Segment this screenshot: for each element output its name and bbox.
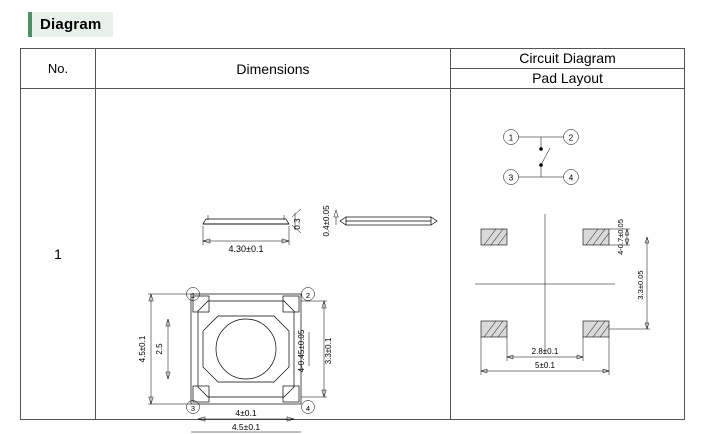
label-terminal-4: 4 — [305, 404, 311, 413]
circuit-diagram-drawing — [504, 130, 579, 185]
label-terminal-1: 1 — [190, 291, 196, 300]
header-label-no: No. — [47, 61, 69, 76]
header-label-dimensions: Dimensions — [236, 60, 310, 77]
label-side-width: 4.30±0.1 — [228, 244, 264, 254]
circuit-pad-svg — [451, 89, 685, 420]
label-thickness: 0.4±0.05 — [322, 205, 331, 237]
label-pad-right-top: 4-0.7±0.05 — [616, 219, 625, 255]
label-right-outer: 3.3±0.1 — [324, 337, 333, 365]
label-bottom-outer: 4.5±0.1 — [231, 422, 261, 432]
spec-table — [20, 48, 685, 432]
label-circuit-node-2: 2 — [568, 133, 574, 143]
header-cell-circuit — [451, 49, 684, 88]
side-view-right — [334, 210, 437, 225]
label-left-outer: 4.5±0.1 — [138, 335, 147, 363]
header-label-circuit-diagram: Circuit Diagram — [519, 50, 616, 67]
header-label-circuit-diagram-wrap — [451, 49, 684, 69]
cell-row-number — [21, 89, 96, 419]
label-side-height: 0.3 — [293, 218, 302, 230]
label-circuit-node-4: 4 — [568, 173, 574, 183]
table-header-row — [21, 49, 684, 89]
label-terminal-3: 3 — [190, 404, 196, 413]
header-label-pad-layout-wrap — [451, 69, 684, 89]
label-terminal-2: 2 — [305, 291, 311, 300]
section-header — [28, 12, 113, 37]
dimensions-svg — [96, 89, 451, 432]
label-pad-bottom-inner: 2.8±0.1 — [531, 347, 559, 356]
label-bottom-inner: 4±0.1 — [235, 408, 257, 418]
cell-dimensions-drawing — [96, 89, 451, 432]
side-view-left — [203, 209, 301, 245]
header-cell-no — [21, 49, 96, 88]
label-circuit-node-1: 1 — [508, 133, 514, 143]
label-right-inner: 4-0.45±0.05 — [297, 329, 306, 373]
label-pad-bottom-outer: 5±0.1 — [535, 361, 555, 370]
header-cell-dimensions — [96, 49, 451, 88]
cell-circuit-and-pad — [451, 89, 684, 419]
section-title: Diagram — [40, 16, 102, 33]
row-number-label: 1 — [54, 246, 62, 262]
header-label-pad-layout: Pad Layout — [532, 70, 603, 87]
label-left-inner: 2.5 — [155, 343, 164, 355]
table-row — [21, 89, 684, 432]
label-pad-right-bottom: 3.3±0.05 — [636, 270, 645, 300]
label-circuit-node-3: 3 — [508, 173, 514, 183]
